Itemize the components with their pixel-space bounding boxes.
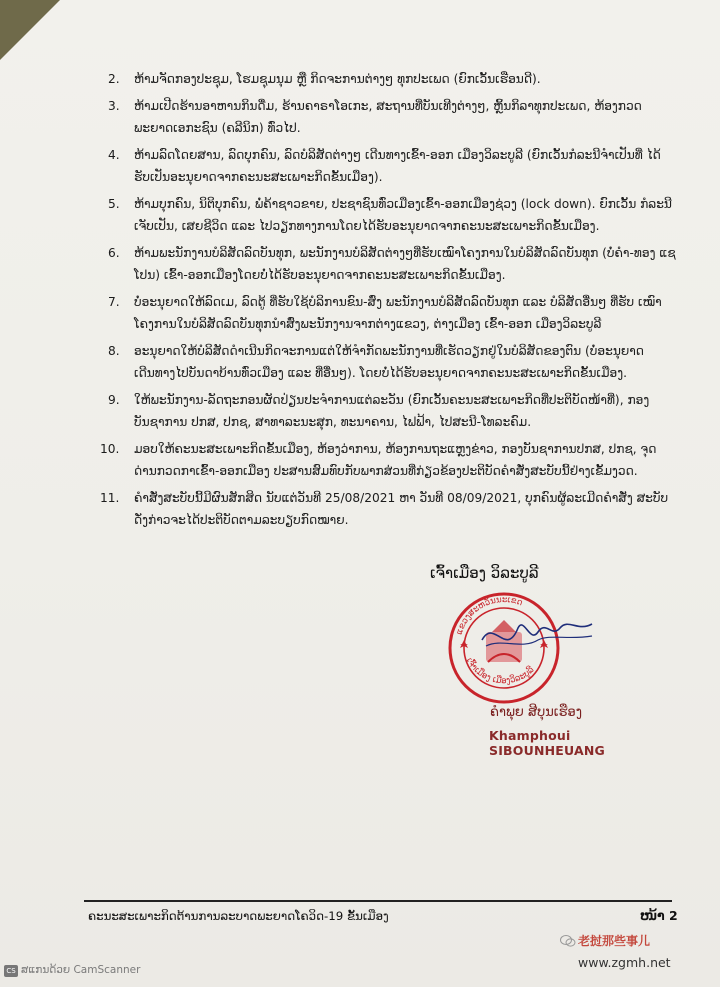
item-text: ບໍ່ອະນຸຍາດໃຫ້ລົດເມ, ລົດຕູ້ ທີ່ຮັບໃຊ້ບໍລິການຂົນ-ສົ່ງ ພະນັກງານບໍລິສັດລົດບັນທຸກ ແລະ ບໍລິສັດອື່ນໆ ທີ່ຮັບ ເໝົາໂຄງການໃນບໍລິສັດລົດບັນທຸກນຳສົ່ງພະນັກງານຈາກຕ່າງແຂວງ, ຕ່າງເມືອງ ເຂົ້າ-ອອກ ເມືອງວິລະບູລີ [134, 295, 662, 331]
list-item [96, 144, 676, 188]
footer-divider [84, 900, 672, 902]
list-item [96, 193, 676, 237]
item-text: ຄຳສັ່ງສະບັບນີ້ມີຜົນສັກສິດ ນັບແຕ່ວັນທີ 25/08/2021 ຫາ ວັນທີ 08/09/2021, ບຸກຄົນຜູ້ລະເມີດຄຳສັ່ງ ສະບັບດັ່ງກ່າວຈະໄດ້ປະຕິບັດຕາມລະບຽບກົດໝາຍ. [134, 491, 669, 527]
item-number: 2. [108, 72, 120, 86]
order-list [96, 68, 676, 536]
list-item [96, 487, 676, 531]
signature-block [430, 564, 670, 758]
item-number: 10. [100, 442, 120, 456]
item-number: 4. [108, 148, 120, 162]
signatory-name-latin: Khamphoui SIBOUNHEUANG [489, 728, 605, 758]
item-text: ອະນຸຍາດໃຫ້ບໍລິສັດດຳເນີນກິດຈະການແຕ່ໃຫ້ຈຳກັດພະນັກງານທີ່ເຮັດວຽກຢູ່ໃນບໍລິສັດຂອງຕົນ (ບໍ່ອະນຸຍາດ ເດີນທາງໄປບັນດາບ້ານທົ່ວເມືອງ ແລະ ທີ່ອື່ນໆ). ໂດຍບໍ່ໄດ້ຮັບອະນຸຍາດຈາກຄະນະສະເພາະກິດຂັ້ນເມືອງ. [134, 344, 644, 380]
official-seal-icon [442, 588, 602, 706]
item-text: ຫ້າມບຸກຄົນ, ນິຕິບຸກຄົນ, ພໍ່ຄ້າຊາວຂາຍ, ປະຊາຊົນທົ່ວເມືອງເຂົ້າ-ອອກເມືອງຊ່ວງ (lock down). ຍົກເວັ້ນ ກໍລະນີເຈັບເປັນ, ເສຍຊີວິດ ແລະ ໄປວຽກທາງການໂດຍໄດ້ຮັບອະນຸຍາດຈາກຄະນະສະເພາະກິດຂັ້ນເມືອງ. [134, 197, 672, 233]
seal-bottom-text: ເຈົ້າເມືອງ ເມືອງວິລະບູລີ [463, 656, 537, 687]
page-number: ໜ້າ 2 [640, 908, 678, 923]
camscanner-text: ສແກນດ້ວຍ CamScanner [21, 964, 141, 976]
list-item [96, 242, 676, 286]
list-item [96, 340, 676, 384]
camscanner-watermark [4, 964, 140, 977]
item-text: ມອບໃຫ້ຄະນະສະເພາະກິດຂັ້ນເມືອງ, ຫ້ອງວ່າການ, ຫ້ອງການຖະແຫຼງຂ່າວ, ກອງບັນຊາການປກສ, ປກຊ, ຈຸດ ດ່ານກວດກາເຂົ້າ-ອອກເມືອງ ປະສານສົມທົບກັບພາກສ່ວນທີ່ກ່ຽວຂ້ອງປະຕິບັດຄຳສັ່ງສະບັບນີ້ຢ່າງເຂັ້ມງວດ. [134, 442, 657, 478]
item-text: ຫ້າມຈັດກອງປະຊຸມ, ໂຮມຊຸມນຸມ ຫຼື ກິດຈະການຕ່າງໆ ທຸກປະເພດ (ຍົກເວັ້ນເຮືອນດີ). [134, 72, 541, 86]
item-number: 11. [100, 491, 120, 505]
list-item [96, 438, 676, 482]
footer-text: ຄະນະສະເພາະກິດຕ້ານການລະບາດພະຍາດໂຄວິດ-19 ຂັ້ນເມືອງ [88, 909, 389, 923]
item-number: 8. [108, 344, 120, 358]
wechat-logo-icon [560, 934, 576, 948]
item-text: ຫ້າມພະນັກງານບໍລິສັດລົດບັນທຸກ, ພະນັກງານບໍລິສັດຕ່າງໆທີ່ຮັບເໝົາໂຄງການໃນບໍລິສັດລົດບັນທຸກ (ບໍ່ຄຳ-ທອງ ແຊໂປນ) ເຂົ້າ-ອອກເມືອງໂດຍບໍ່ໄດ້ຮັບອະນຸຍາດຈາກຄະນະສະເພາະກິດຂັ້ນເມືອງ. [134, 246, 676, 282]
item-number: 7. [108, 295, 120, 309]
item-text: ຫ້າມລົດໂດຍສານ, ລົດບຸກຄົນ, ລົດບໍລິສັດຕ່າງໆ ເດີນທາງເຂົ້າ-ອອກ ເມືອງວິລະບູລີ (ຍົກເວັ້ນກໍລະນີຈຳເປັນທີ່ ໄດ້ຮັບເປັນອະນຸຍາດຈາກຄະນະສະເພາະກິດຂັ້ນເມືອງ). [134, 148, 661, 184]
signatory-title: ເຈົ້າເມືອງ ວິລະບູລີ [430, 564, 539, 582]
page-corner-shadow [0, 0, 60, 60]
list-item [96, 68, 676, 90]
list-item [96, 389, 676, 433]
item-number: 3. [108, 99, 120, 113]
list-item [96, 291, 676, 335]
item-text: ຫ້າມເປີດຮ້ານອາຫານກິນດື່ມ, ຮ້ານຄາຣາໂອເກະ, ສະຖານທີ່ບັນເທີງຕ່າງໆ, ຫຼິ້ນກິລາທຸກປະເພດ, ຫ້ອງກວດ ພະຍາດເອກະຊົນ (ຄລີນິກ) ທົ່ວໄປ. [134, 99, 642, 135]
camscanner-logo-icon: CS [4, 965, 18, 977]
seal-top-text: ແຂວງສະຫວັນນະເຂດ [454, 594, 524, 637]
item-number: 5. [108, 197, 120, 211]
item-number: 9. [108, 393, 120, 407]
item-text: ໃຫ້ພະນັກງານ-ລັດຖະກອນຜັດປ່ຽນປະຈຳການແຕ່ລະວັນ (ຍົກເວັ້ນຄະນະສະເພາະກິດທີ່ປະຕິບັດໜ້າທີ່), ກອງ ບັນຊາການ ປກສ, ປກຊ, ສາທາລະນະສຸກ, ທະນາຄານ, ໄຟຟ້າ, ໄປສະນີ-ໂທລະຄົມ. [134, 393, 650, 429]
watermark-label: 老挝那些事儿 [578, 934, 651, 948]
item-number: 6. [108, 246, 120, 260]
list-item [96, 95, 676, 139]
signatory-name-lao: ຄຳພຸຍ ສີບຸນເຮືອງ [490, 705, 583, 720]
watermark-url: www.zgmh.net [578, 955, 671, 970]
